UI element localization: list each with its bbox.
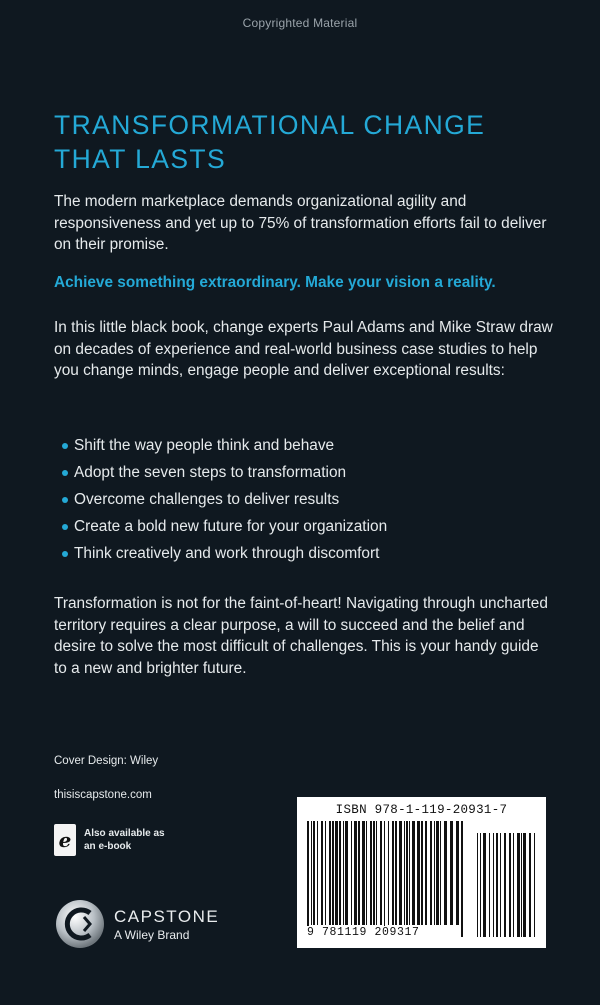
barcode-bar <box>376 821 377 925</box>
barcode-bar <box>388 821 389 925</box>
list-item: Think creatively and work through discomfort <box>62 540 552 567</box>
barcode-bar <box>417 821 420 925</box>
barcode-addon-bar <box>477 833 478 937</box>
bullet-icon <box>62 497 68 503</box>
barcode-bar <box>358 821 360 925</box>
tagline: Achieve something extraordinary. Make your vision a reality. <box>54 274 496 291</box>
barcode-bar <box>456 821 459 925</box>
barcode-bar <box>370 821 372 925</box>
barcode-bar <box>307 821 309 937</box>
list-item: Overcome challenges to deliver results <box>62 486 552 513</box>
isbn-label: ISBN 978-1-119-20931-7 <box>335 803 508 817</box>
barcode-bar <box>339 821 341 925</box>
ebook-notice <box>54 824 174 856</box>
barcode-bar <box>345 821 348 925</box>
barcode-addon-bar <box>493 833 494 937</box>
list-item: Adopt the seven steps to transformation <box>62 459 552 486</box>
barcode-number: 9 781119 209317 <box>307 926 457 939</box>
barcode-bar <box>317 821 318 925</box>
barcode-bar <box>373 821 375 925</box>
barcode-addon-bar <box>489 833 490 937</box>
list-item: Shift the way people think and behave <box>62 432 552 459</box>
barcode-bar <box>436 821 439 925</box>
barcode-bar <box>311 821 312 925</box>
closing-paragraph: Transformation is not for the faint-of-heart! Navigating through uncharted territory requires a clear purpose, a will to succeed and the belief and desire to solve the most difficult of challenges. This is your handy guide to a new and brighter future. <box>54 595 548 677</box>
barcode-bar <box>434 821 435 925</box>
barcode-bar <box>329 821 331 925</box>
benefit-list <box>62 432 552 567</box>
barcode-addon-bar <box>496 833 498 937</box>
barcode-bar <box>395 821 397 925</box>
intro-paragraph: The modern marketplace demands organizational agility and responsiveness and yet up to 75% of transformation efforts fail to deliver on their promise. <box>54 193 547 253</box>
bullet-icon <box>62 470 68 476</box>
barcode-bar <box>444 821 447 925</box>
ebook-label: Also available as an e-book <box>84 828 165 852</box>
publisher-brand: A Wiley Brand <box>114 928 190 942</box>
bullet-icon <box>62 524 68 530</box>
barcode-addon-bar <box>513 833 514 937</box>
barcode-addon-bar <box>480 833 481 937</box>
barcode-bar <box>325 821 326 925</box>
barcode-bar <box>440 821 441 925</box>
barcode-bar <box>313 821 315 925</box>
barcode-bar <box>425 821 427 925</box>
barcode-bars <box>305 821 538 939</box>
barcode-addon-bar <box>523 833 526 937</box>
barcode-bar <box>321 821 323 925</box>
barcode-bar <box>362 821 365 925</box>
barcode-bar <box>399 821 402 925</box>
barcode-bar <box>461 821 463 937</box>
barcode-bar <box>384 821 385 937</box>
back-cover-title: TRANSFORMATIONAL CHANGE THAT LASTS <box>54 110 486 174</box>
barcode-bar <box>366 821 367 925</box>
bullet-icon <box>62 443 68 449</box>
ebook-icon: e <box>54 824 76 856</box>
barcode-addon-bar <box>509 833 511 937</box>
barcode-addon-bar <box>504 833 506 937</box>
barcode-bar <box>406 821 408 925</box>
barcode-bar <box>450 821 453 925</box>
barcode-addon-bar <box>517 833 520 937</box>
barcode-bar <box>380 821 382 925</box>
barcode-bar <box>421 821 423 925</box>
barcode <box>297 797 546 948</box>
website-link[interactable]: thisiscapstone.com <box>54 789 152 801</box>
barcode-bar <box>412 821 415 925</box>
publisher-name: CAPSTONE <box>114 907 220 926</box>
copyright-watermark: Copyrighted Material <box>242 16 358 30</box>
barcode-bar <box>332 821 334 925</box>
barcode-bar <box>354 821 357 925</box>
barcode-bar <box>351 821 352 925</box>
barcode-addon-bar <box>529 833 531 937</box>
cover-design-credit: Cover Design: Wiley <box>54 755 159 767</box>
barcode-addon-bar <box>521 833 522 937</box>
bullet-icon <box>62 551 68 557</box>
barcode-bar <box>392 821 394 925</box>
publisher-logo <box>54 898 219 950</box>
capstone-logo-icon <box>54 898 106 950</box>
barcode-bar <box>335 821 338 925</box>
barcode-bar <box>430 821 432 925</box>
description-paragraph: In this little black book, change experts Paul Adams and Mike Straw draw on decades of experience and real-world business case studies to help you change minds, engage people and deliver exceptional results: <box>54 319 553 379</box>
barcode-bar <box>404 821 405 925</box>
barcode-addon-bar <box>500 833 501 937</box>
barcode-addon-bar <box>534 833 535 937</box>
barcode-bar <box>343 821 344 925</box>
list-item: Create a bold new future for your organization <box>62 513 552 540</box>
barcode-addon-bar <box>483 833 486 937</box>
barcode-bar <box>409 821 410 925</box>
